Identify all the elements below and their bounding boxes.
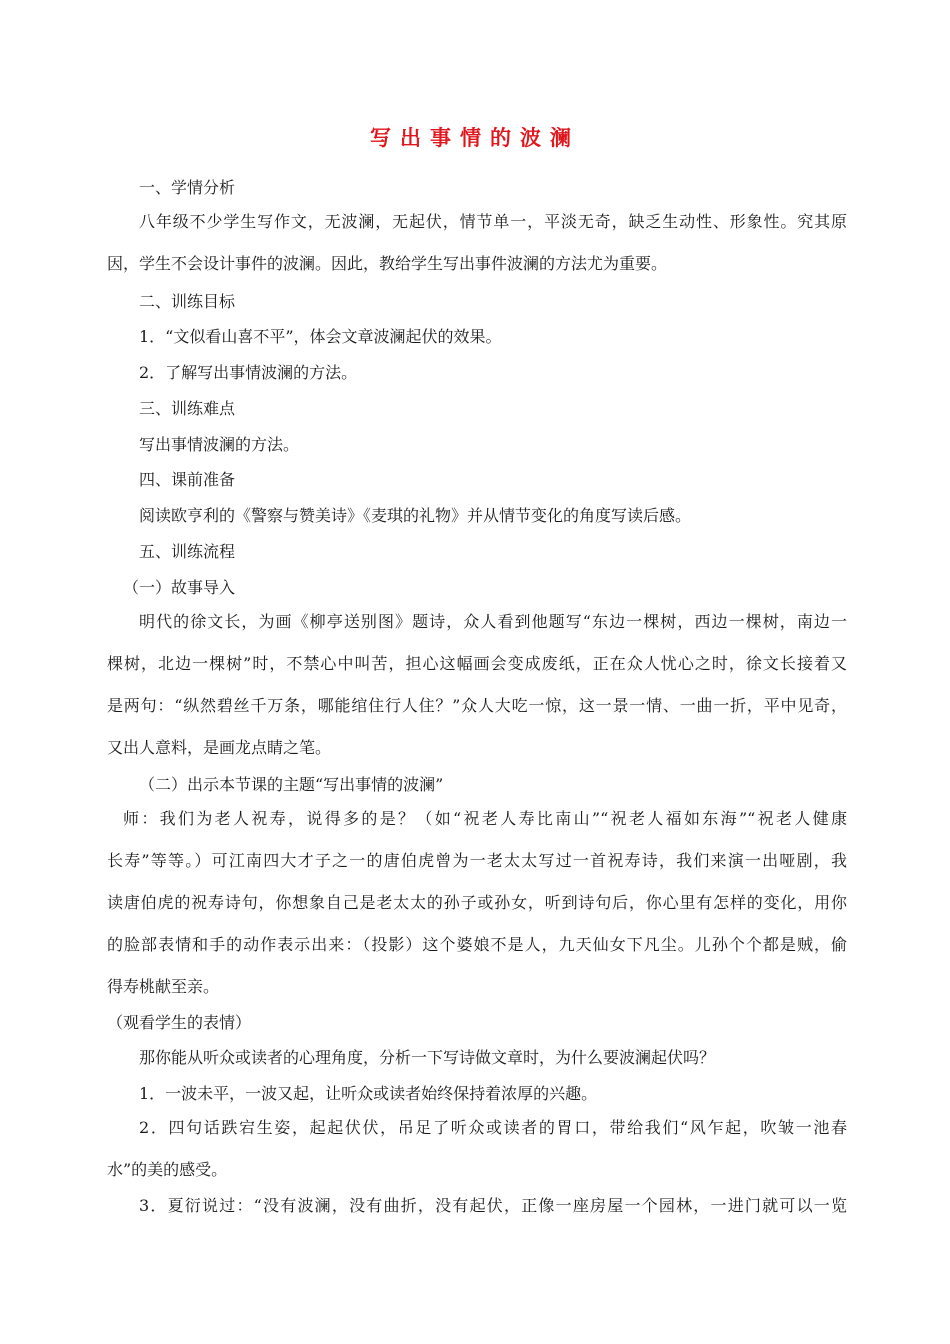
paragraph-line: 明代的徐文长，为画《柳亭送别图》题诗，众人看到他题写“东边一棵树，西边一棵树，南边一	[139, 612, 847, 631]
paragraph-line: 八年级不少学生写作文，无波澜，无起伏，情节单一，平淡无奇，缺乏生动性、形象性。究其原	[139, 212, 847, 231]
paragraph-line: 那你能从听众或读者的心理角度，分析一下写诗做文章时，为什么要波澜起伏吗？	[139, 1048, 716, 1067]
list-item: 2．四句话跌宕生姿，起起伏伏，吊足了听众或读者的胃口，带给我们“风乍起，吹皱一池春	[139, 1118, 847, 1137]
section-heading: 五、训练流程	[139, 542, 236, 561]
subsection-heading: （一）故事导入	[123, 578, 236, 597]
list-item: 3．夏衍说过：“没有波澜，没有曲折，没有起伏，正像一座房屋一个园林，一进门就可以一览	[139, 1196, 847, 1215]
section-heading: 四、课前准备	[139, 470, 236, 489]
section-heading: 三、训练难点	[139, 399, 236, 418]
section-heading: 二、训练目标	[139, 292, 236, 311]
paragraph-line: （观看学生的表情）	[107, 1013, 252, 1032]
list-item-continuation: 水”的美的感受。	[107, 1160, 228, 1179]
list-item: 1．“文似看山喜不平”，体会文章波澜起伏的效果。	[139, 327, 502, 346]
paragraph-line: 棵树，北边一棵树”时，不禁心中叫苦，担心这幅画会变成废纸，正在众人忧心之时，徐文长接着又	[107, 654, 847, 673]
paragraph-line: 师：我们为老人祝寿，说得多的是？（如“祝老人寿比南山”“祝老人福如东海”“祝老人健康	[123, 809, 847, 828]
paragraph-line: 又出人意料，是画龙点睛之笔。	[107, 738, 332, 757]
paragraph-line: 长寿”等等。）可江南四大才子之一的唐伯虎曾为一老太太写过一首祝寿诗，我们来演一出哑剧，我	[107, 851, 847, 870]
paragraph-line: 得寿桃献至亲。	[107, 977, 220, 996]
paragraph-line: 阅读欧亨利的《警察与赞美诗》《麦琪的礼物》并从情节变化的角度写读后感。	[139, 506, 692, 525]
paragraph-line: 写出事情波澜的方法。	[139, 435, 300, 454]
section-heading: 一、学情分析	[139, 178, 236, 197]
paragraph-line: 因，学生不会设计事件的波澜。因此，教给学生写出事件波澜的方法尤为重要。	[107, 254, 668, 273]
list-item: 2．了解写出事情波澜的方法。	[139, 363, 358, 382]
list-item: 1．一波未平，一波又起，让听众或读者始终保持着浓厚的兴趣。	[139, 1084, 598, 1103]
paragraph-line: 的脸部表情和手的动作表示出来：（投影）这个婆娘不是人，九天仙女下凡尘。儿孙个个都是贼，偷	[107, 935, 847, 954]
paragraph-line: 是两句：“纵然碧丝千万条，哪能绾住行人住？”众人大吃一惊，这一景一情、一曲一折，平中见奇，	[107, 696, 847, 715]
paragraph-line: 读唐伯虎的祝寿诗句，你想象自己是老太太的孙子或孙女，听到诗句后，你心里有怎样的变化，用你	[107, 893, 847, 912]
page-title: 写出事情的波澜	[370, 126, 580, 150]
subsection-heading: （二）出示本节课的主题“写出事情的波澜”	[139, 775, 444, 794]
